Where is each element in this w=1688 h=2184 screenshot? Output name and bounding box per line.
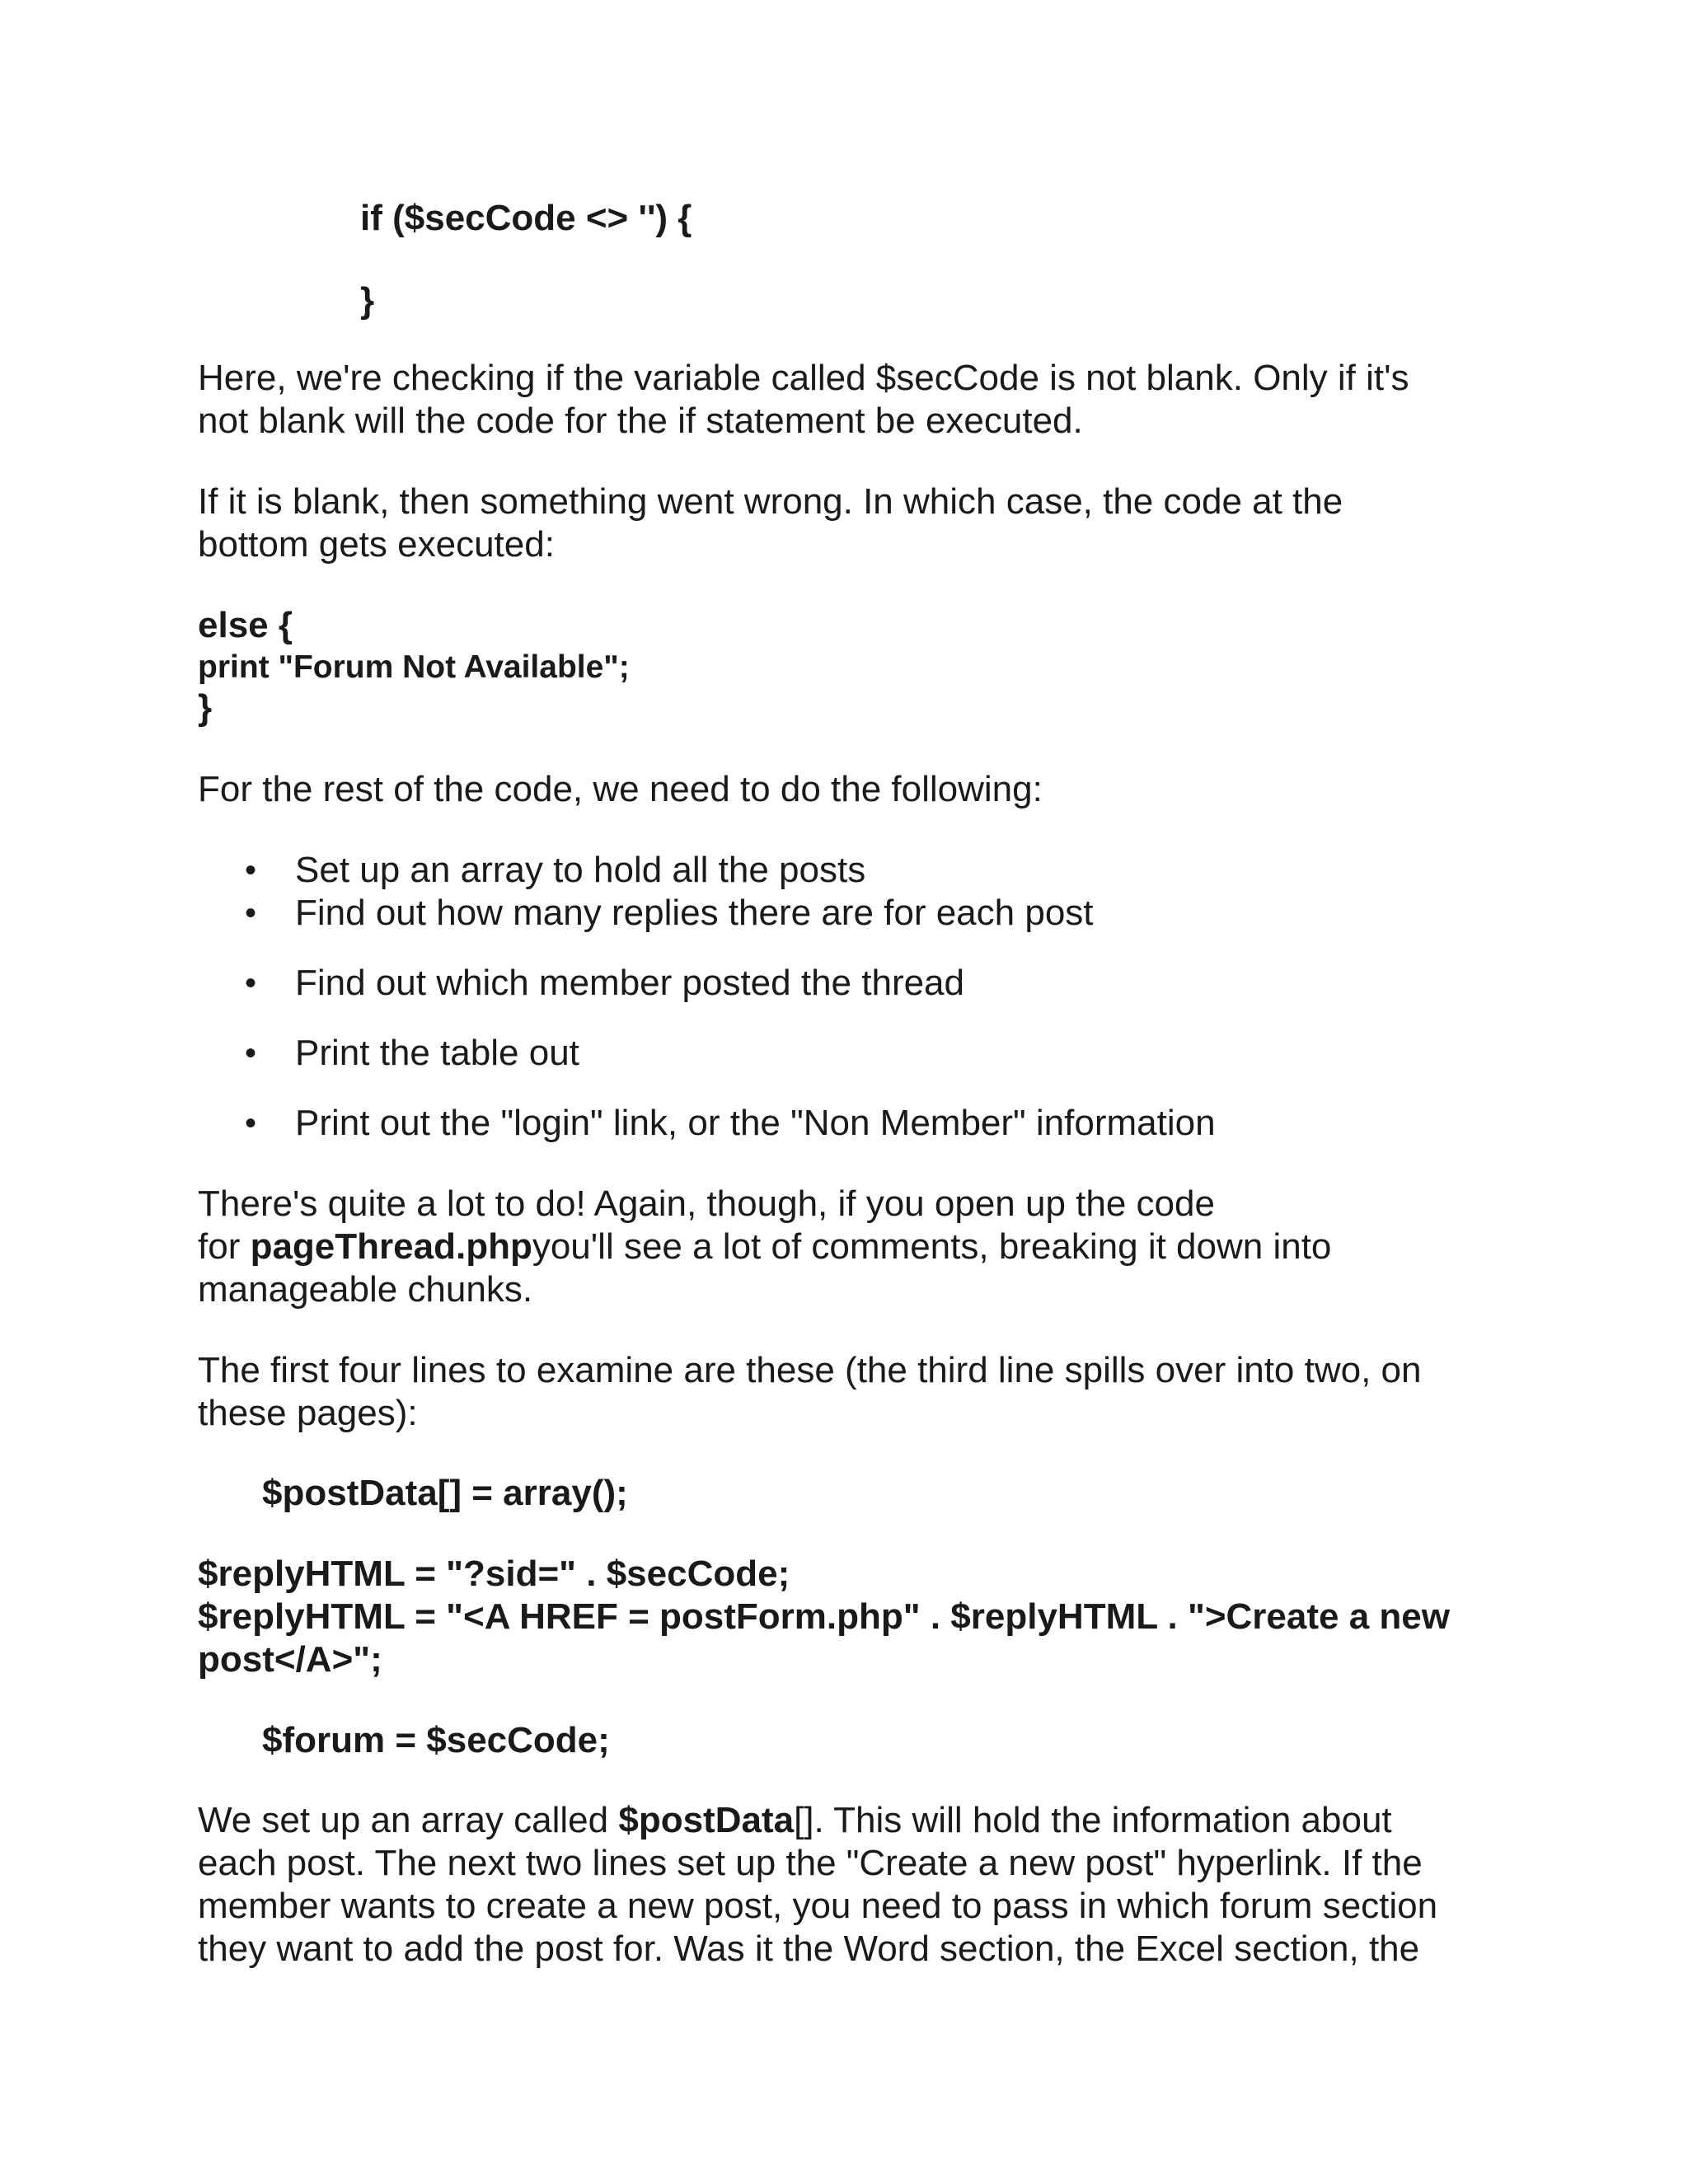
paragraph-line: The first four lines to examine are these (the third line spills over into two, on <box>198 1350 1422 1390</box>
text-span: []. This will hold the information about <box>794 1800 1392 1840</box>
bullet-marker: • <box>245 895 257 931</box>
list-item: Find out how many replies there are for each post <box>295 893 1094 933</box>
paragraph-line: member wants to create a new post, you need to pass in which forum section <box>198 1886 1438 1926</box>
code-line: $replyHTML = "?sid=" . $secCode; <box>198 1554 790 1594</box>
text-span: We set up an array called <box>198 1800 619 1840</box>
bullet-marker: • <box>245 965 257 1001</box>
paragraph-line: bottom gets executed: <box>198 524 555 565</box>
paragraph-line: There's quite a lot to do! Again, though, if you open up the code <box>198 1183 1215 1224</box>
filename-bold: pageThread.php <box>250 1226 532 1267</box>
code-if-close: } <box>360 280 375 321</box>
paragraph-line: each post. The next two lines set up the "Create a new post" hyperlink. If the <box>198 1843 1423 1883</box>
paragraph-line: Here, we're checking if the variable called $secCode is not blank. Only if it's <box>198 358 1409 398</box>
list-item: Print the table out <box>295 1033 579 1073</box>
variable-bold: $postData <box>618 1800 795 1840</box>
paragraph-line: For the rest of the code, we need to do the following: <box>198 769 1043 809</box>
code-line: $replyHTML = "<A HREF = postForm.php" . $replyHTML . ">Create a new <box>198 1596 1450 1637</box>
code-line: $postData[] = array(); <box>262 1473 628 1513</box>
paragraph-line <box>198 1226 1331 1268</box>
paragraph-line: If it is blank, then something went wrong. In which case, the code at the <box>198 481 1343 522</box>
code-if-open: if ($secCode <> '') { <box>360 198 692 238</box>
code-else-close: } <box>198 687 213 728</box>
paragraph-line: manageable chunks. <box>198 1269 533 1310</box>
list-item: Print out the "login" link, or the "Non Member" information <box>295 1103 1216 1143</box>
list-item: Find out which member posted the thread <box>295 963 965 1003</box>
bullet-marker: • <box>245 852 257 888</box>
paragraph-line: they want to add the post for. Was it the Word section, the Excel section, the <box>198 1929 1420 1969</box>
bullet-marker: • <box>245 1105 257 1141</box>
code-else-open: else { <box>198 605 293 645</box>
list-item: Set up an array to hold all the posts <box>295 850 866 890</box>
code-else-print: print "Forum Not Available"; <box>198 649 630 685</box>
paragraph-line: not blank will the code for the if statement be executed. <box>198 401 1083 441</box>
text-span: for <box>198 1226 251 1267</box>
code-line: post</A>"; <box>198 1639 382 1680</box>
text-span: you'll see a lot of comments, breaking it down into <box>532 1226 1332 1267</box>
bullet-marker: • <box>245 1035 257 1071</box>
paragraph-line: these pages): <box>198 1393 418 1433</box>
paragraph-line <box>198 1799 1392 1842</box>
code-line: $forum = $secCode; <box>262 1720 610 1760</box>
